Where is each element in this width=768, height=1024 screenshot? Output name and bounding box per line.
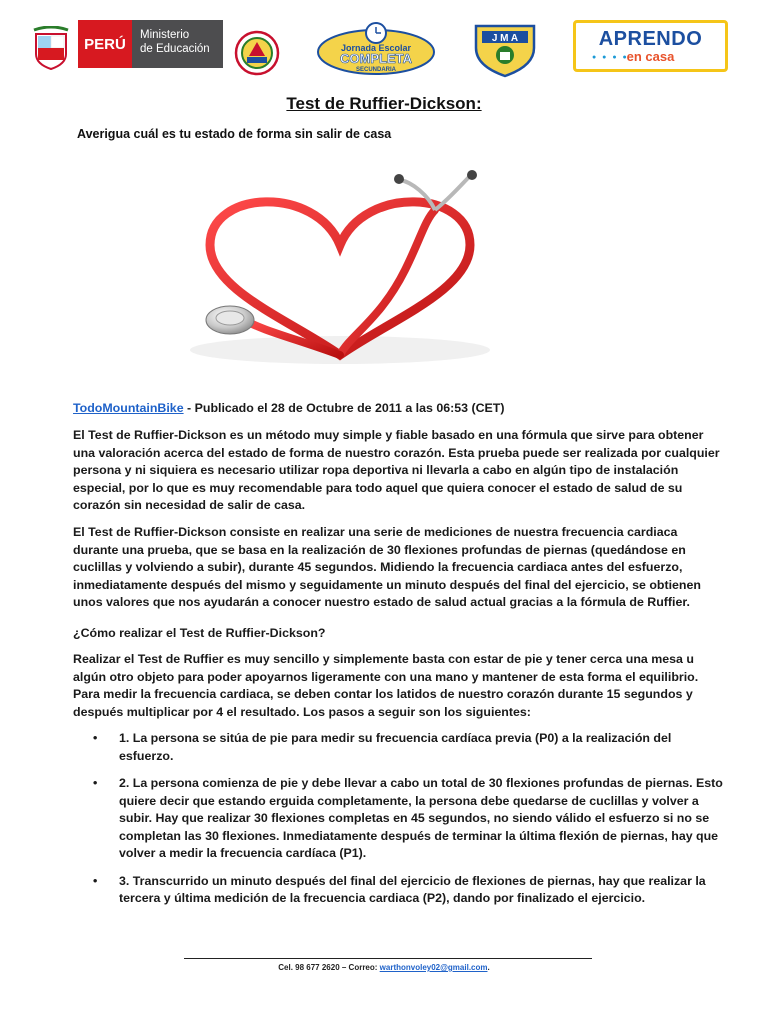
page-title: Test de Ruffier-Dickson: — [286, 94, 482, 113]
steps-list — [73, 730, 723, 918]
paragraph-description: El Test de Ruffier-Dickson consiste en realizar una serie de mediciones de nuestra frecuencia cardiaca durante una prueba, que se basa en la realización de 30 flexiones profundas de piernas (quedándose en cuclillas y volviendo a subir), durante 45 segundos. Midiendo la frecuencia cardiaca antes del esfuerzo, inmediatamente después del mismo y seguidamente un minuto después del final del ejercicio, se obtienen unos valores que nos ayudarán a conocer nuestro estado de salud actual gracias a la fórmula de Ruffier. — [73, 525, 701, 609]
header-logos — [0, 18, 768, 78]
aprendo-en-casa-logo — [573, 20, 728, 72]
list-item — [73, 730, 723, 765]
footer-contact — [0, 963, 768, 972]
paragraph-intro: El Test de Ruffier-Dickson es un método muy simple y fiable basado en una fórmula que sirve para obtener una valoración acerca del estado de forma de nuestro corazón. Esta prueba puede ser realizada por cualquier persona y ni siquiera es necesario utilizar ropa deportiva ni llevarla a cabo en algún tipo de instalación especial, por lo que es muy recomendable para todo aquel que quiera conocer el estado de salud de su corazón sin necesidad de salir de casa. — [73, 428, 720, 512]
source-meta: - Publicado el 28 de Octubre de 2011 a las 06:53 (CET) — [183, 401, 505, 415]
bullet-icon: • — [93, 873, 98, 888]
peru-coat-of-arms-icon — [32, 26, 70, 70]
step-text: 1. La persona se sitúa de pie para medir su frecuencia cardíaca previa (P0) a la realización del esfuerzo. — [119, 731, 672, 763]
decorative-dots-icon: ● ● ● ● — [592, 54, 629, 61]
heart-stethoscope-image — [150, 150, 530, 375]
aprendo-line1: APRENDO — [598, 28, 703, 50]
jma-school-crest-icon — [472, 22, 538, 78]
footer-divider — [184, 958, 592, 959]
step-text: 3. Transcurrido un minuto después del final del ejercicio de flexiones de piernas, hay que realizar la tercera y última medición de la frecuencia cardiaca (P2), dando por finalizado el ejercicio. — [119, 873, 706, 905]
step-text: 2. La persona comienza de pie y debe llevar a cabo un total de 30 flexiones profundas de piernas. Esto quiere decir que estando erguida completamente, la persona debe quedarse de cuclillas y volver a subir. Hay que realizar 30 flexiones completas en 45 segundos, no siendo válido el esfuerzo si no se completan las 30 flexiones. Inmediatamente después de terminar la última flexión de piernas, hay que volver a medir la frecuencia cardíaca (P1). — [119, 776, 723, 860]
jec-line3: SECUNDARIA — [355, 67, 397, 73]
bullet-icon: • — [93, 776, 98, 790]
school-crest-icon — [233, 30, 281, 76]
paragraph-instructions: Realizar el Test de Ruffier es muy sencillo y simplemente basta con estar de pie y tener cerca una mesa u algún otro objeto para poder apoyarnos ligeramente con una mano y mantener de esta forma el equilibrio. Para medir la frecuencia cardiaca, se deben contar los latidos de nuestro corazón durante 15 segundos y después multiplicar por 4 el resultado. Los pasos a seguir son los siguientes: — [73, 652, 699, 719]
jec-line1: Jornada Escolar — [340, 43, 412, 53]
footer-contact-text: Cel. 98 677 2620 – Correo: — [278, 963, 380, 972]
section-heading: ¿Cómo realizar el Test de Ruffier-Dickson? — [73, 626, 326, 640]
ministry-label: Ministerio de Educación — [132, 20, 223, 68]
source-link[interactable]: TodoMountainBike — [73, 401, 184, 415]
article-source — [73, 400, 723, 418]
peru-label: PERÚ — [78, 20, 132, 68]
aprendo-line2: en casa — [626, 49, 675, 64]
page-subtitle: Averigua cuál es tu estado de forma sin salir de casa — [77, 127, 392, 141]
footer-suffix: . — [487, 963, 490, 972]
jec-line2: COMPLETA — [340, 51, 412, 66]
list-item — [73, 775, 723, 863]
bullet-icon: • — [93, 731, 98, 745]
ministry-of-education-logo — [78, 20, 223, 68]
list-item — [73, 873, 723, 908]
jma-letters: J M A — [491, 33, 519, 44]
jornada-escolar-completa-logo — [314, 20, 438, 76]
footer-email-link[interactable]: warthonvoley02@gmail.com — [379, 963, 488, 972]
